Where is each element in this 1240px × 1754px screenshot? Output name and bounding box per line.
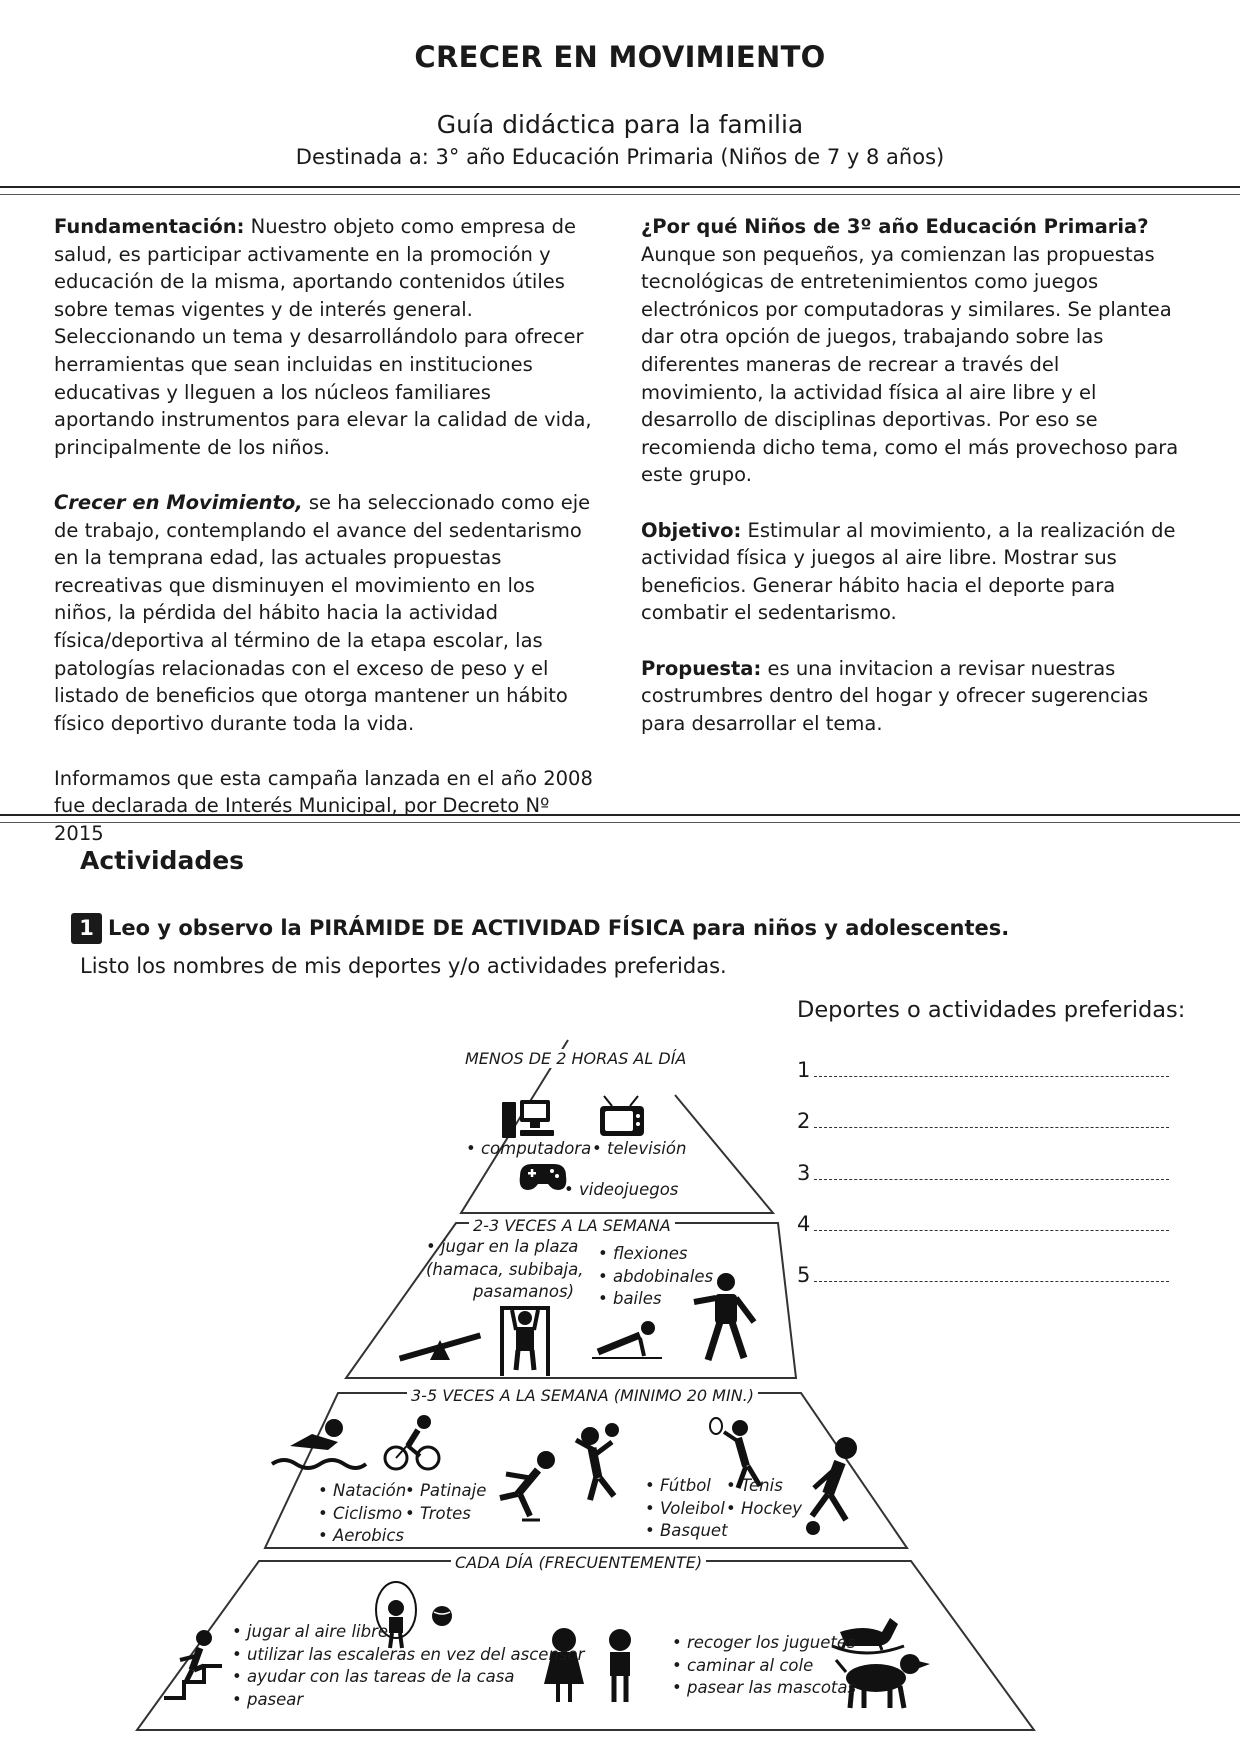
tier-3-items-d xyxy=(726,1475,802,1520)
fundamentacion-paragraph xyxy=(54,213,594,461)
swimmer-icon xyxy=(272,1419,366,1468)
tier-3-items-c xyxy=(645,1475,728,1543)
tier-3-items-b xyxy=(405,1480,486,1525)
fundamentacion-text: Nuestro objeto como empresa de salud, es participar activamente en la promoción y educación de la misma, aportando contenidos útiles sobre temas vigentes y de interés general. Seleccionando un tema y desarrollándolo para ofrecer herramientas que sean incluidas en instituciones educativas y lleguen a los núcleos familiares aportando instrumentos para elevar la calidad de vida, principalmente de los niños. xyxy=(54,215,592,459)
favorite-number: 4 xyxy=(797,1212,811,1236)
tier-3-item: • Hockey xyxy=(726,1498,803,1518)
stairs-icon xyxy=(164,1630,222,1698)
tier-3-item: • Basquet xyxy=(645,1521,728,1540)
left-column xyxy=(54,213,594,875)
instruction-bold: Leo y observo la PIRÁMIDE DE ACTIVIDAD FÍSICA para niños y adolescentes. xyxy=(108,916,1010,940)
tier-2-right-items xyxy=(598,1243,713,1311)
volleyball-icon xyxy=(576,1423,619,1500)
tier-2-item: (hamaca, subibaja, xyxy=(426,1259,584,1279)
objetivo-text: Estimular al movimiento, a la realización de actividad física y juegos al aire libre. Mostrar sus beneficios. Generar hábito hacia el deporte para combatir el sedentarismo. xyxy=(641,518,1176,625)
tier-1-item-videojuegos: • videojuegos xyxy=(564,1180,679,1199)
tier-4-item: • recoger los juguetes xyxy=(672,1633,856,1652)
instruction-text: Listo los nombres de mis deportes y/o actividades preferidas. xyxy=(80,954,727,978)
header-divider xyxy=(0,186,1240,188)
seesaw-icon xyxy=(399,1333,481,1362)
tier-4-item: • utilizar las escaleras en vez del ascensor xyxy=(232,1644,585,1664)
tier-4-item: • pasear xyxy=(232,1689,304,1709)
informamos-paragraph: Informamos que esta campaña lanzada en el año 2008 fue declarada de Interés Municipal, por Decreto Nº 2015 xyxy=(54,766,593,846)
porque-paragraph xyxy=(641,213,1181,489)
pullup-icon xyxy=(500,1306,550,1376)
tier-3-item: • Patinaje xyxy=(405,1481,487,1500)
section-divider-thin xyxy=(0,822,1240,823)
tier-3-item: • Tenis xyxy=(726,1476,783,1495)
tier-3-items-a xyxy=(318,1480,406,1548)
pushup-icon xyxy=(592,1321,662,1358)
tier-1-item-television: • televisión xyxy=(592,1139,687,1158)
tier-1-item-computadora: • computadora xyxy=(466,1139,592,1158)
tier-3-item: • Trotes xyxy=(405,1503,471,1523)
crecer-text: se ha seleccionado como eje de trabajo, contemplando el avance del sedentarismo en la temprana edad, las actuales propuestas recreativas que disminuyen el movimiento en los niños, la pérdida del hábito hacia la actividad física/deportiva al término de la etapa escolar, las patologías relacionadas con el exceso de peso y el listado de beneficios que otorga mantener un hábito físico deportivo durante toda la vida. xyxy=(54,490,591,735)
propuesta-paragraph xyxy=(641,655,1181,738)
crecer-paragraph xyxy=(54,489,594,737)
tier-2-item: pasamanos) xyxy=(472,1282,574,1301)
porque-text: Aunque son pequeños, ya comienzan las propuestas tecnológicas de entretenimientos como juegos electrónicos por computadoras y similares. Se plantea dar otra opción de juegos, trabajando sobre las diferentes maneras de recrear a través del movimiento, la actividad física al aire libre y el desarrollo de disciplinas deportivas. Por eso se recomienda dicho tema, como el más provechoso para este grupo. xyxy=(641,242,1179,487)
favorites-title: Deportes o actividades preferidas: xyxy=(797,997,1186,1023)
tier-3-item: • Ciclismo xyxy=(318,1503,403,1523)
tier-2-item: • bailes xyxy=(598,1289,662,1308)
tier-2-left-items xyxy=(426,1236,584,1304)
tier-3-item: • Aerobics xyxy=(318,1526,405,1545)
favorite-number: 3 xyxy=(797,1161,811,1185)
page-subtitle: Guía didáctica para la familia xyxy=(436,110,804,139)
fundamentacion-label: Fundamentación: xyxy=(54,215,245,238)
propuesta-text: es una invitacion a revisar nuestras costrumbres dentro del hogar y ofrecer sugerencias para desarrollar el tema. xyxy=(641,656,1149,735)
favorite-number: 1 xyxy=(797,1058,811,1082)
tier-4-item: • ayudar con las tareas de la casa xyxy=(232,1667,515,1686)
tier-3-label: 3-5 VECES A LA SEMANA (MINIMO 20 MIN.) xyxy=(407,1386,758,1405)
favorite-number: 2 xyxy=(797,1109,811,1133)
skater-icon xyxy=(500,1451,555,1520)
tier-1-label: MENOS DE 2 HORAS AL DÍA xyxy=(461,1049,690,1068)
tier-4-label: CADA DÍA (FRECUENTEMENTE) xyxy=(451,1553,706,1572)
tier-4-item: • caminar al cole xyxy=(672,1655,814,1675)
objetivo-paragraph xyxy=(641,517,1181,627)
tier-4-left-items xyxy=(232,1621,584,1711)
tier-2-label: 2-3 VECES A LA SEMANA xyxy=(469,1216,675,1235)
right-column xyxy=(641,213,1181,765)
tier-4-item: • jugar al aire libre xyxy=(232,1622,389,1641)
tier-3-item: • Natación xyxy=(318,1481,407,1500)
tier-4-item: • pasear las mascotas xyxy=(672,1678,857,1697)
objetivo-label: Objetivo: xyxy=(641,518,742,542)
tier-3-item: • Fútbol xyxy=(645,1476,711,1495)
soccer-icon xyxy=(806,1437,857,1535)
television-icon xyxy=(600,1096,644,1136)
activities-heading: Actividades xyxy=(80,846,245,875)
tier-2-item: • flexiones xyxy=(598,1244,688,1263)
favorite-number: 5 xyxy=(797,1263,811,1287)
tier-3-item: • Voleibol xyxy=(645,1498,725,1518)
porque-label: ¿Por qué Niños de 3º año Educación Primaria? xyxy=(641,215,1149,238)
audience-line: Destinada a: 3° año Educación Primaria (Niños de 7 y 8 años) xyxy=(295,145,945,169)
section-divider xyxy=(0,814,1240,816)
computer-icon xyxy=(502,1100,554,1138)
page-title: CRECER EN MOVIMIENTO xyxy=(414,40,826,74)
header-divider-thin xyxy=(0,194,1240,195)
gamepad-icon xyxy=(520,1164,567,1190)
cyclist-icon xyxy=(385,1415,439,1469)
tier-4-right-items xyxy=(672,1632,856,1700)
crecer-label: Crecer en Movimiento, xyxy=(54,490,303,514)
step-number-badge: 1 xyxy=(71,913,102,944)
tier-2-item: • abdobinales xyxy=(598,1266,714,1286)
propuesta-label: Propuesta: xyxy=(641,656,762,680)
tier-2-item: • jugar en la plaza xyxy=(426,1237,579,1256)
